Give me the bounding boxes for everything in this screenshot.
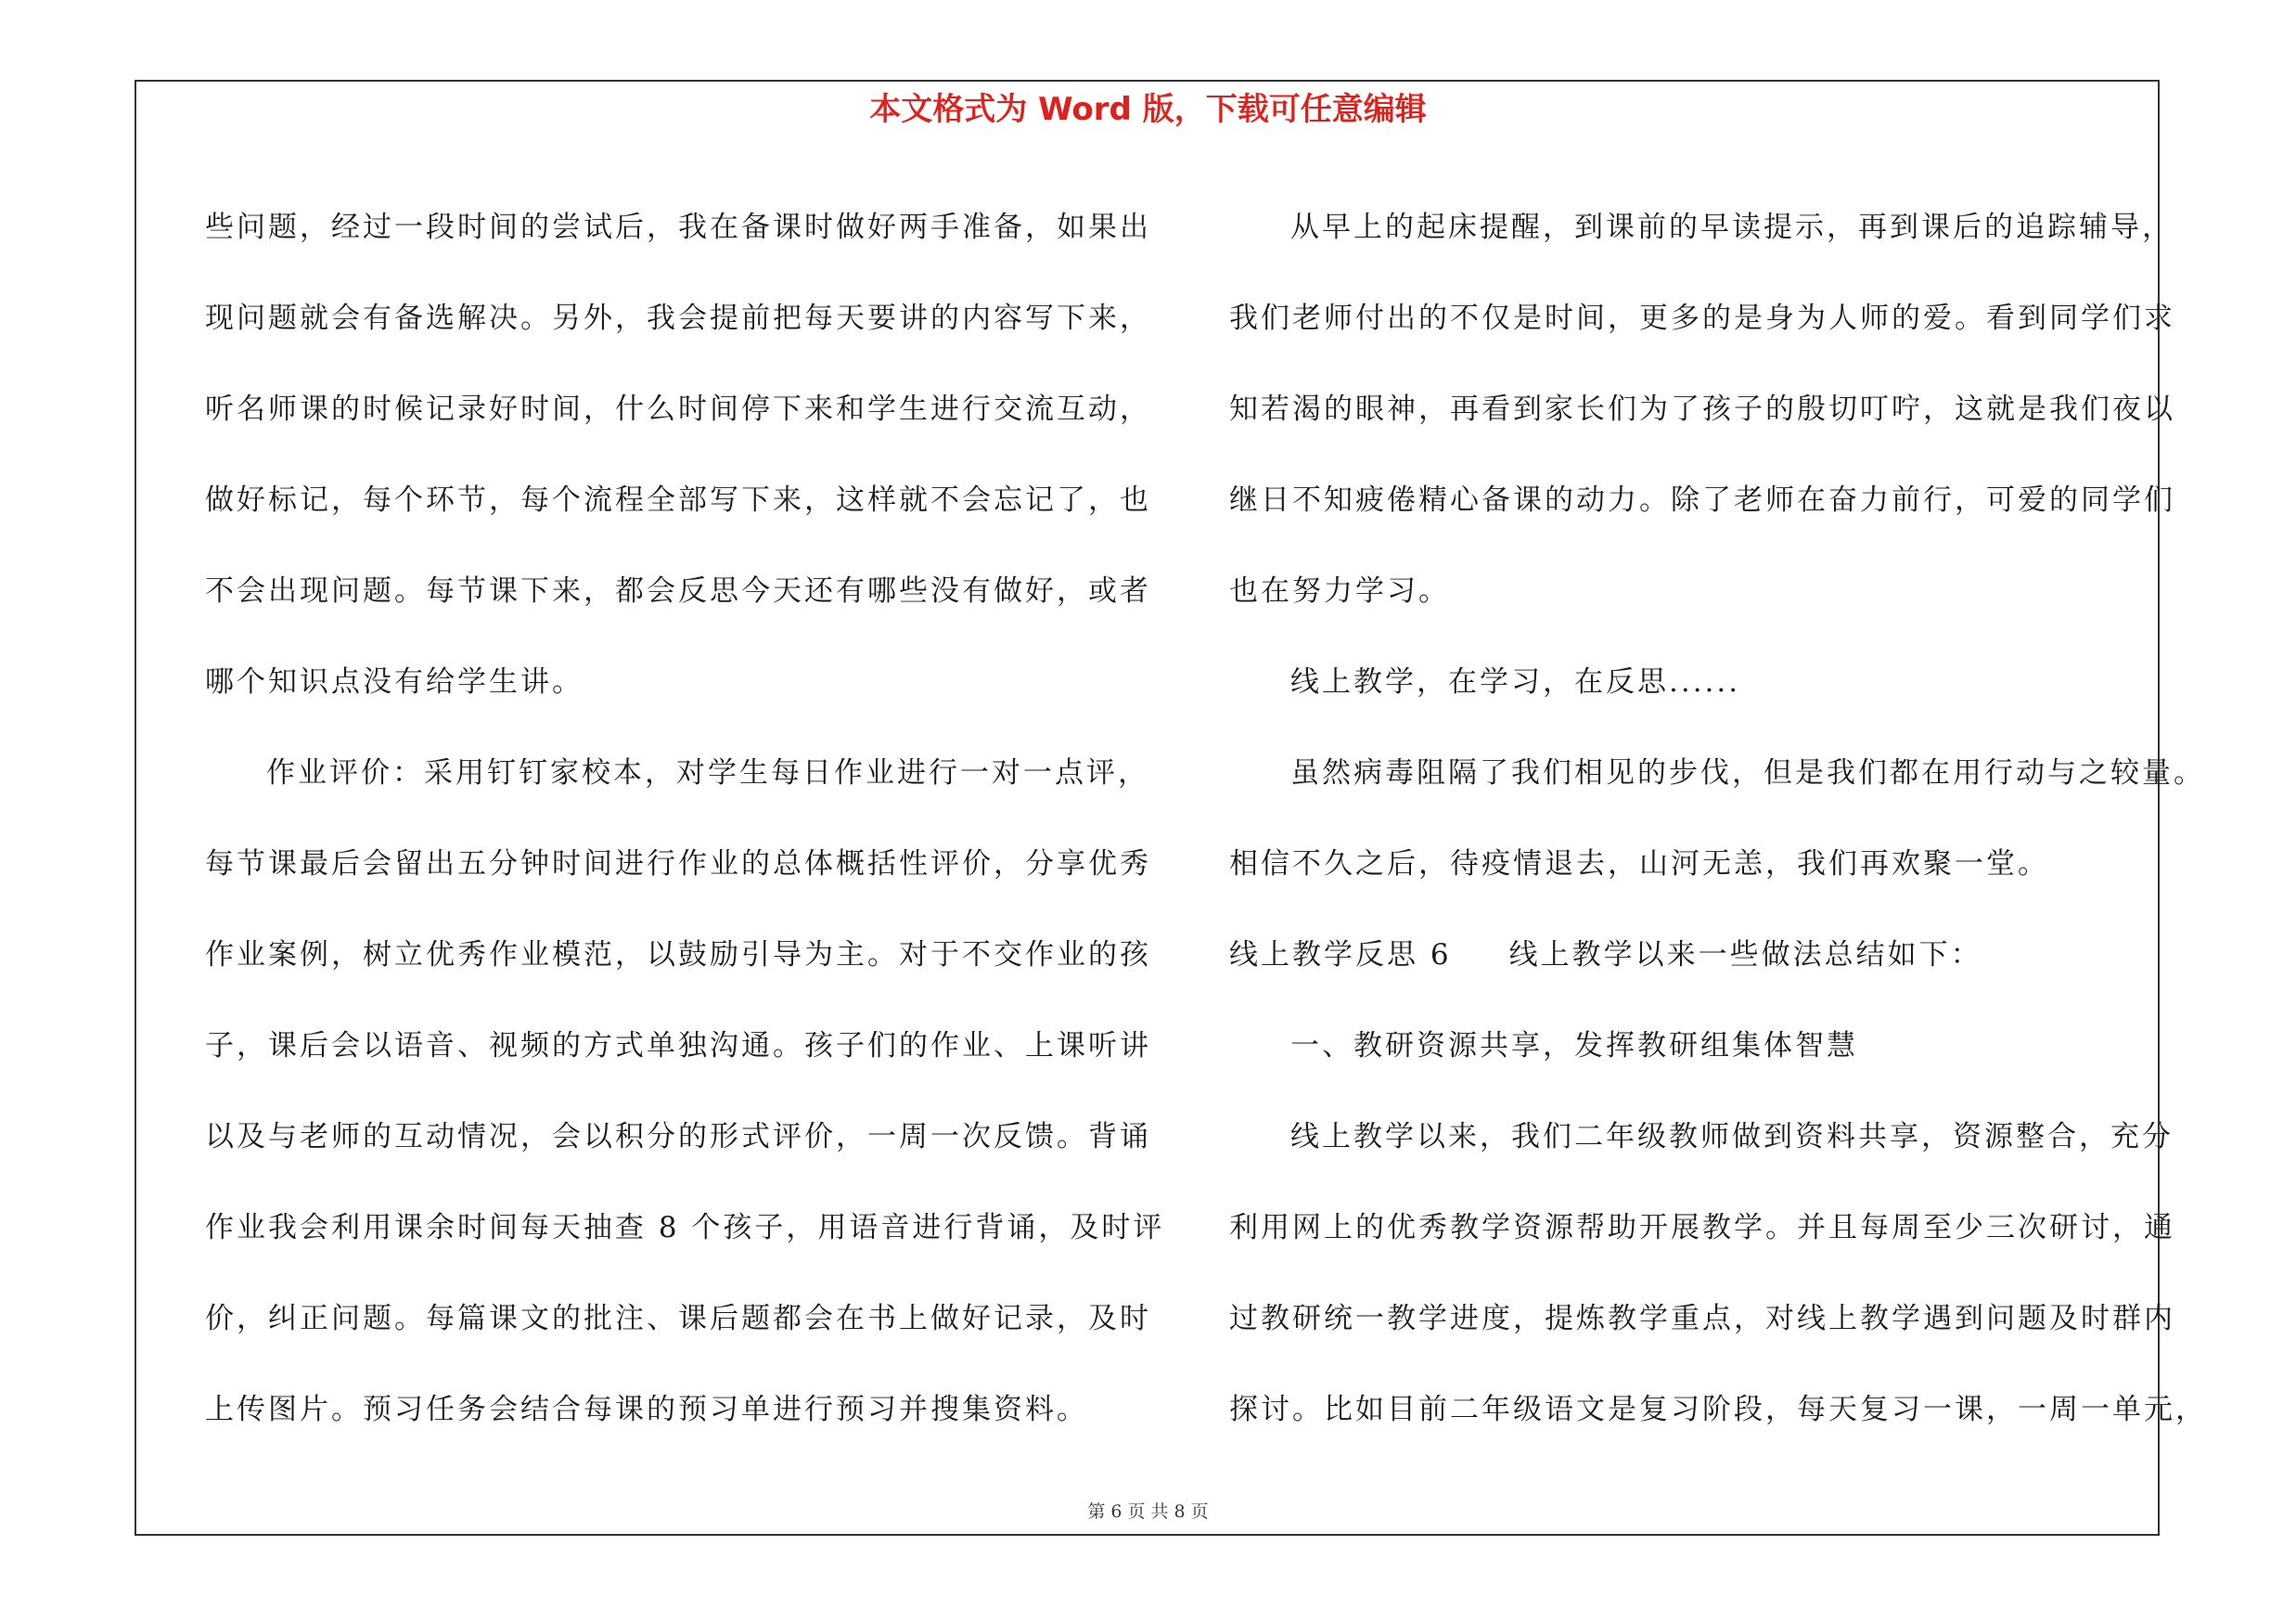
right-line-4: 继日不知疲倦精心备课的动力。除了老师在奋力前行，可爱的同学们: [1229, 483, 2175, 517]
left-line-4: 做好标记，每个环节，每个流程全部写下来，这样就不会忘记了，也: [205, 483, 1151, 517]
page-number-footer: 第 6 页 共 8 页: [1087, 1501, 1209, 1522]
right-text-column: [1229, 182, 2207, 1455]
left-line-10: 子，课后会以语音、视频的方式单独沟通。孩子们的作业、上课听讲: [205, 1029, 1151, 1063]
left-line-6: 哪个知识点没有给学生讲。: [205, 665, 584, 699]
section-title-reflection-6: 线上教学反思 6: [1229, 938, 1452, 972]
right-line-2: 我们老师付出的不仅是时间，更多的是身为人师的爱。看到同学们求: [1229, 302, 2175, 335]
right-line-7: 虽然病毒阻隔了我们相见的步伐，但是我们都在用行动与之较量。: [1290, 756, 2205, 790]
right-line-8: 相信不久之后，待疫情退去，山河无恙，我们再欢聚一堂。: [1229, 847, 2049, 881]
left-line-8: 每节课最后会留出五分钟时间进行作业的总体概括性评价，分享优秀: [205, 847, 1151, 881]
left-line-1: 些问题，经过一段时间的尝试后，我在备课时做好两手准备，如果出: [205, 211, 1151, 244]
right-line-5: 也在努力学习。: [1229, 574, 1450, 608]
right-line-9: [1229, 909, 2166, 1000]
left-line-7: 作业评价：采用钉钉家校本，对学生每日作业进行一对一点评，: [266, 756, 1149, 790]
left-line-9: 作业案例，树立优秀作业模范，以鼓励引导为主。对于不交作业的孩: [205, 938, 1151, 972]
left-text-column: [205, 182, 1165, 1455]
right-line-10: 一、教研资源共享，发挥教研组集体智慧: [1290, 1029, 1858, 1063]
word-format-banner: 本文格式为 Word 版，下载可任意编辑: [869, 91, 1427, 128]
section-intro: 线上教学以来一些做法总结如下：: [1508, 938, 1982, 972]
left-line-3: 听名师课的时候记录好时间，什么时间停下来和学生进行交流互动，: [205, 393, 1151, 426]
right-line-3: 知若渴的眼神，再看到家长们为了孩子的殷切叮咛，这就是我们夜以: [1229, 393, 2175, 426]
left-line-2: 现问题就会有备选解决。另外，我会提前把每天要讲的内容写下来，: [205, 302, 1151, 335]
left-line-5: 不会出现问题。每节课下来，都会反思今天还有哪些没有做好，或者: [205, 574, 1151, 608]
left-line-13: 价，纠正问题。每篇课文的批注、课后题都会在书上做好记录，及时: [205, 1302, 1151, 1335]
right-line-14: 探讨。比如目前二年级语文是复习阶段，每天复习一课，一周一单元，: [1229, 1393, 2207, 1426]
right-line-11: 线上教学以来，我们二年级教师做到资料共享，资源整合，充分: [1290, 1120, 2174, 1153]
right-line-13: 过教研统一教学进度，提炼教学重点，对线上教学遇到问题及时群内: [1229, 1302, 2175, 1335]
right-line-1: 从早上的起床提醒，到课前的早读提示，再到课后的追踪辅导，: [1290, 211, 2174, 244]
right-line-6: 线上教学，在学习，在反思......: [1290, 665, 1741, 699]
left-line-11: 以及与老师的互动情况，会以积分的形式评价，一周一次反馈。背诵: [205, 1120, 1151, 1153]
right-line-12: 利用网上的优秀教学资源帮助开展教学。并且每周至少三次研讨，通: [1229, 1211, 2175, 1244]
left-line-14: 上传图片。预习任务会结合每课的预习单进行预习并搜集资料。: [205, 1393, 1088, 1426]
left-line-12: 作业我会利用课余时间每天抽查 8 个孩子，用语音进行背诵，及时评: [205, 1211, 1165, 1244]
